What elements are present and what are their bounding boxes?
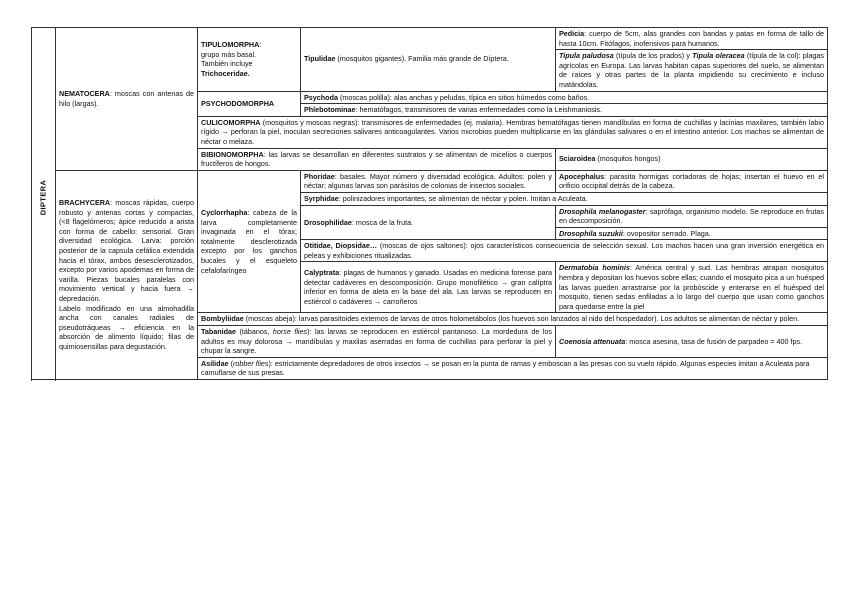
suzukii-name: Drosophila suzukii bbox=[559, 228, 623, 238]
sciaroidea-cell bbox=[556, 148, 828, 170]
dermatobia-cell bbox=[556, 262, 828, 313]
nematocera-desc: : moscas con antenas de hilo (largas). bbox=[59, 89, 194, 108]
tabanidae-text-2: ): las larvas se reproducen en estiércol pantanoso. La mordedura de los adultos es muy dolorosa → mandíbulas y maxilas aserradas en forma de cuchillas para perforar la piel y chupar la sangre. bbox=[201, 327, 553, 356]
drosophilidae-name: Drosophilidae bbox=[304, 217, 352, 227]
tipulomorpha-line3: Trichoceridae. bbox=[201, 68, 250, 78]
phlebotominae-desc: : hematófagos, transmisores de varias enfermedades como la Leishmaniosis. bbox=[355, 105, 603, 115]
cyclorrhapha-desc: : cabeza de la larva completamente invaginada en el tórax; totalmente desclerotizada excepto por los ganchos bucales y el esqueleto cefalofaríngeo bbox=[201, 208, 297, 275]
bombyliidae-cell bbox=[198, 313, 828, 326]
otitidae-name: Otitidae, Diopsidae… bbox=[304, 241, 378, 251]
tipulomorpha-line1: grupo más basal. bbox=[201, 49, 257, 59]
drosophilidae-desc: : mosca de la fruta. bbox=[351, 217, 414, 227]
bombyliidae-name: Bombyliidae bbox=[201, 314, 244, 324]
culicomorpha-name: CULICOMORPHA bbox=[201, 117, 261, 127]
otitidae-cell bbox=[301, 240, 828, 262]
apocephalus-name: Apocephalus bbox=[559, 171, 605, 181]
tipula-name-2: Tipula oleracea bbox=[692, 51, 745, 61]
coenosia-name: Coenosia attenuata bbox=[559, 336, 626, 346]
tabanidae-name-en: horse flies bbox=[272, 327, 308, 337]
psychoda-cell bbox=[301, 91, 828, 104]
coenosia-cell bbox=[556, 326, 828, 358]
bibionomorpha-cell bbox=[198, 148, 556, 170]
cyclorrhapha-cell bbox=[198, 170, 301, 313]
order-label: DIPTERA bbox=[38, 179, 48, 215]
syrphidae-desc: : polinizadores importantes, se alimentan de néctar y polen. Imitan a Aculeata. bbox=[338, 193, 588, 203]
tipulidae-name: Tipulidae bbox=[304, 54, 336, 64]
tipulidae-desc: (mosquitos gigantes). Familia más grande de Díptera. bbox=[335, 54, 509, 64]
brachycera-desc-2: Labelo modificado en una almohadilla ancha con canales radiales de pseudotráqueas → eficiencia en la absorción de alimento líquido; filas de quimiosensillas para degustación. bbox=[59, 303, 194, 352]
phoridae-name: Phoridae bbox=[304, 171, 335, 181]
otitidae-desc: (moscas de ojos saltones): ojos característicos consecuencia de selección sexual. Los machos hacen una gran inversión energética en peleas y exhibiciones ritualizadas. bbox=[304, 241, 824, 260]
melanogaster-name: Drosophila melanogaster bbox=[559, 206, 646, 216]
tipula-text-2: (típula de la col): plagas agrícolas en Europa. Las larvas habitan capas superiores del suelo, se alimentan de raíces y otras partes de la planta impidiendo su crecimiento e incluso matándolas. bbox=[559, 51, 824, 89]
bibionomorpha-name: BIBIONOMORPHA bbox=[201, 149, 264, 159]
psychodomorpha-cell bbox=[198, 91, 301, 116]
melanogaster-cell bbox=[556, 205, 828, 227]
tipulidae-cell bbox=[301, 28, 556, 92]
order-cell bbox=[32, 28, 56, 380]
coenosia-desc: : mosca asesina, tasa de fusión de parpadeo = 400 fps. bbox=[625, 336, 803, 346]
bombyliidae-desc: (moscas abeja): larvas parasitoides externos de larvas de otros holometábolos (los huevos son lanzados al nido del hospedador). Los adultos se alimentan de néctar y polen. bbox=[243, 314, 800, 324]
nematocera-name: NEMATOCERA bbox=[59, 89, 110, 99]
phoridae-desc: : basales. Mayor número y diversidad ecológica. Adultos: polen y néctar; algunas larvas son parásitos de colonias de insectos sociales. bbox=[304, 171, 552, 191]
calyptrata-desc: : plagas de humanos y ganado. Usadas en medicina forense para detectar cadáveres en descomposición. Grupo monofilético → gran calíptra inferior en forma de aleta en la base del ala. Las larvas se reproducen en estiércol o cadáveres → carroñeros bbox=[304, 268, 552, 307]
asilidae-text-1: ( bbox=[228, 358, 233, 368]
tipulomorpha-line2: También incluye bbox=[201, 59, 253, 69]
tipula-text-1: (típula de los prados) y bbox=[613, 51, 693, 61]
melanogaster-desc: : saprófaga, organismo modelo. Se reproduce en frutas en descomposición. bbox=[559, 206, 824, 226]
tabanidae-name: Tabanidae bbox=[201, 327, 237, 337]
brachycera-name: BRACHYCERA bbox=[59, 198, 111, 208]
apocephalus-desc: : parasita hormigas cortadoras de hojas; insertan el huevo en el orificio occipital detrás de la cabeza. bbox=[559, 171, 824, 191]
psychoda-desc: (moscas polilla): alas anchas y peludas, típica en sitios húmedos como baños. bbox=[337, 92, 590, 102]
brachycera-desc-1: : moscas rápidas, cuerpo robusto y antenas cortas y compactas, (<8 flagelómeros; ápice reducido a arista con forma de cabello: sensorial. Gran diversidad ecológica. Larva: porción posterior de la capsula cefálica extendida hacia el tórax, ambos desesclerotizados, excepto por varios apodemas en forma de varilla. Piezas bucales paralelas con movimiento vertical y hacia fuera → depredación. bbox=[59, 198, 194, 304]
syrphidae-name: Syrphidae bbox=[304, 193, 339, 203]
calyptrata-cell bbox=[301, 262, 556, 313]
pedicia-desc: : cuerpo de 5cm, alas grandes con bandas y patas en forma de tallo de hasta 10cm. Fitófagos, inofensivos para humanos. bbox=[559, 29, 824, 48]
tabanidae-text-1: (tábanos, bbox=[236, 327, 273, 337]
diptera-table bbox=[31, 27, 828, 380]
phlebotominae-name: Phlebotominae bbox=[304, 105, 356, 115]
sciaroidea-desc: (mosquitos hongos) bbox=[595, 154, 661, 164]
pedicia-name: Pedicia bbox=[559, 29, 585, 38]
nematocera-cell bbox=[56, 28, 198, 171]
apocephalus-cell bbox=[556, 170, 828, 192]
asilidae-text-2: ): estrictamente depredadores de otros insectos → se posan en la punta de ramas y emboscan a las presas con su vuelo rápido. Algunas especies imitan a Aculeata para camuflarse de sus presas. bbox=[201, 358, 810, 378]
syrphidae-cell bbox=[301, 192, 828, 205]
tipulomorpha-name: TIPULOMORPHA bbox=[201, 40, 260, 50]
culicomorpha-desc: (mosquitos y moscas negras): transmisores de enfermedades (ej. malaria). Hembras hematófagas tienen mandíbulas en forma de cuchillas y lacinias maxilares, también labio rígido → perforan la piel, inoculan secreciones salivares anticoagulantes. Varios microbios pueden multiplicarse en las glándulas salivares o en el intestino anterior. Los machos se alimentan de néctar o melaza. bbox=[201, 117, 824, 146]
asilidae-cell bbox=[198, 357, 828, 379]
bibionomorpha-desc: : las larvas se desarrollan en diferentes sustratos y se alimentan de micelios o cuerpos fructíferos de hongos. bbox=[201, 149, 552, 169]
suzukii-desc: : ovopositor serrado. Plaga. bbox=[622, 228, 711, 238]
tipula-name-1: Tipula paludosa bbox=[559, 51, 614, 61]
tabanidae-cell bbox=[198, 326, 556, 358]
brachycera-cell bbox=[56, 170, 198, 379]
psychodomorpha-name: PSYCHODOMORPHA bbox=[201, 98, 275, 108]
drosophilidae-cell bbox=[301, 205, 556, 240]
psychoda-name: Psychoda bbox=[304, 92, 338, 102]
calyptrata-name: Calyptrata bbox=[304, 268, 340, 278]
tipulomorpha-cell: TIPULOMORPHA: grupo más basal. También incluye Trichoceridae. bbox=[198, 28, 301, 92]
phoridae-cell bbox=[301, 170, 556, 192]
asilidae-name-en: robber flies bbox=[232, 358, 269, 368]
asilidae-name: Asilidae bbox=[201, 358, 229, 368]
suzukii-cell bbox=[556, 227, 828, 240]
dermatobia-desc: : América central y sud. Las hembras atrapan mosquitos hembra y depositan los huevos sobre ellas; cuando el mosquito pica a un huésped las larvas pueden arrastrarse por la probóscide y enterarse en el huésped del mosquito, tienen sedas enfiladas a lo largo del cuerpo que usan como ganchos para quedarse entre la piel bbox=[559, 263, 825, 311]
dermatobia-name: Dermatobia hominis bbox=[559, 263, 630, 273]
phlebotominae-cell bbox=[301, 104, 828, 117]
sciaroidea-name: Sciaroidea bbox=[559, 154, 596, 164]
tipula-cell bbox=[556, 50, 828, 91]
culicomorpha-cell bbox=[198, 116, 828, 148]
pedicia-cell bbox=[556, 28, 828, 50]
cyclorrhapha-name: Cyclorrhapha bbox=[201, 208, 248, 217]
